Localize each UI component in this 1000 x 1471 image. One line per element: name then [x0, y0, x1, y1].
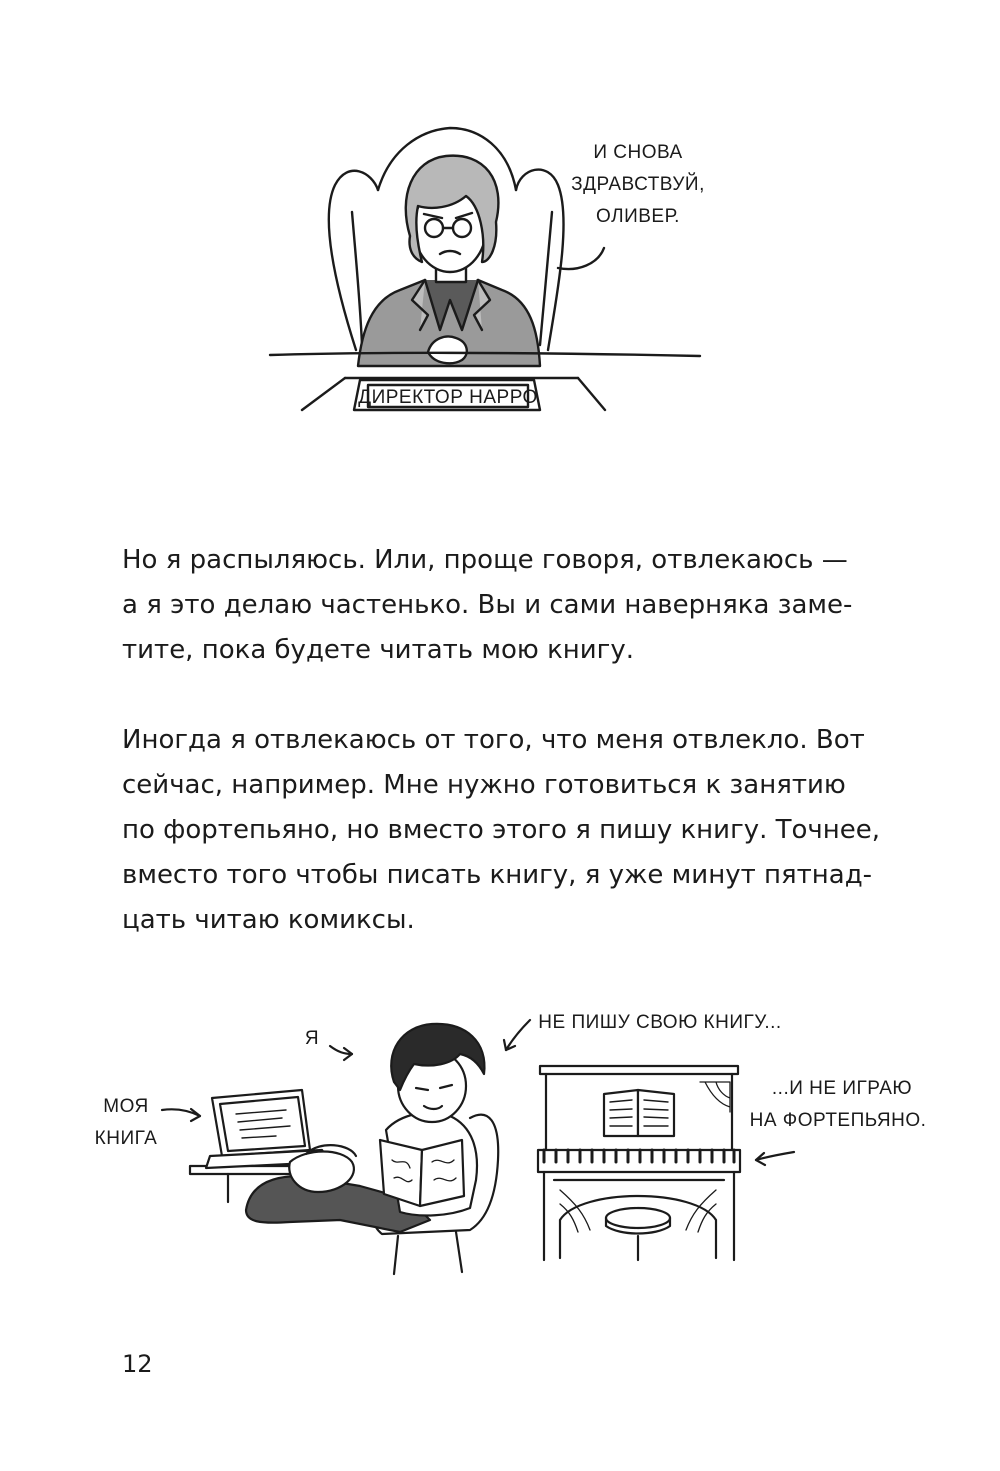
arrow-to-piano	[756, 1152, 794, 1165]
director-figure	[358, 156, 540, 366]
speech-line-1: И СНОВА	[593, 142, 683, 163]
speech-tail	[558, 248, 604, 269]
paragraph-1-line: тите, пока будете читать мою книгу.	[122, 635, 634, 665]
nameplate-text: ДИРЕКТОР НАРРО	[358, 387, 538, 408]
piano	[538, 1066, 740, 1260]
arrow-to-boy	[504, 1020, 530, 1050]
illustration-boy-reading	[0, 990, 1000, 1290]
paragraph-2-line: сейчас, например. Мне нужно готовиться к занятию	[122, 770, 846, 800]
sheet-music-icon	[604, 1090, 674, 1136]
label-not-playing-2: НА ФОРТЕПЬЯНО.	[749, 1110, 927, 1131]
paragraph-2-line: вместо того чтобы писать книгу, я уже минут пятнад-	[122, 860, 873, 890]
paragraph-1-line: а я это делаю частенько. Вы и сами наверняка заме-	[122, 590, 853, 620]
label-me: Я	[304, 1028, 320, 1049]
paragraph-1-line: Но я распыляюсь. Или, проще говоря, отвлекаюсь —	[122, 545, 848, 575]
speech-line-2: ЗДРАВСТВУЙ,	[571, 174, 705, 195]
paragraph-2	[122, 718, 892, 943]
arrow-to-me	[330, 1046, 352, 1060]
illustration-director	[0, 0, 1000, 440]
arrow-to-laptop	[162, 1109, 200, 1121]
label-my-book-1: МОЯ	[103, 1096, 149, 1117]
paragraph-2-line: цать читаю комиксы.	[122, 905, 415, 935]
paragraph-1	[122, 538, 892, 673]
paragraph-2-line: Иногда я отвлекаюсь от того, что меня отвлекло. Вот	[122, 725, 865, 755]
piano-stool	[606, 1208, 670, 1260]
nameplate	[354, 380, 540, 410]
paragraph-2-line: по фортепьяно, но вместо этого я пишу книгу. Точнее,	[122, 815, 881, 845]
label-not-writing: НЕ ПИШУ СВОЮ КНИГУ...	[538, 1012, 782, 1033]
comic-book-icon	[380, 1140, 464, 1206]
label-my-book-2: КНИГА	[94, 1128, 158, 1149]
page-number: 12	[122, 1350, 153, 1378]
speech-line-3: ОЛИВЕР.	[596, 206, 680, 227]
label-not-playing-1: ...И НЕ ИГРАЮ	[771, 1078, 913, 1099]
